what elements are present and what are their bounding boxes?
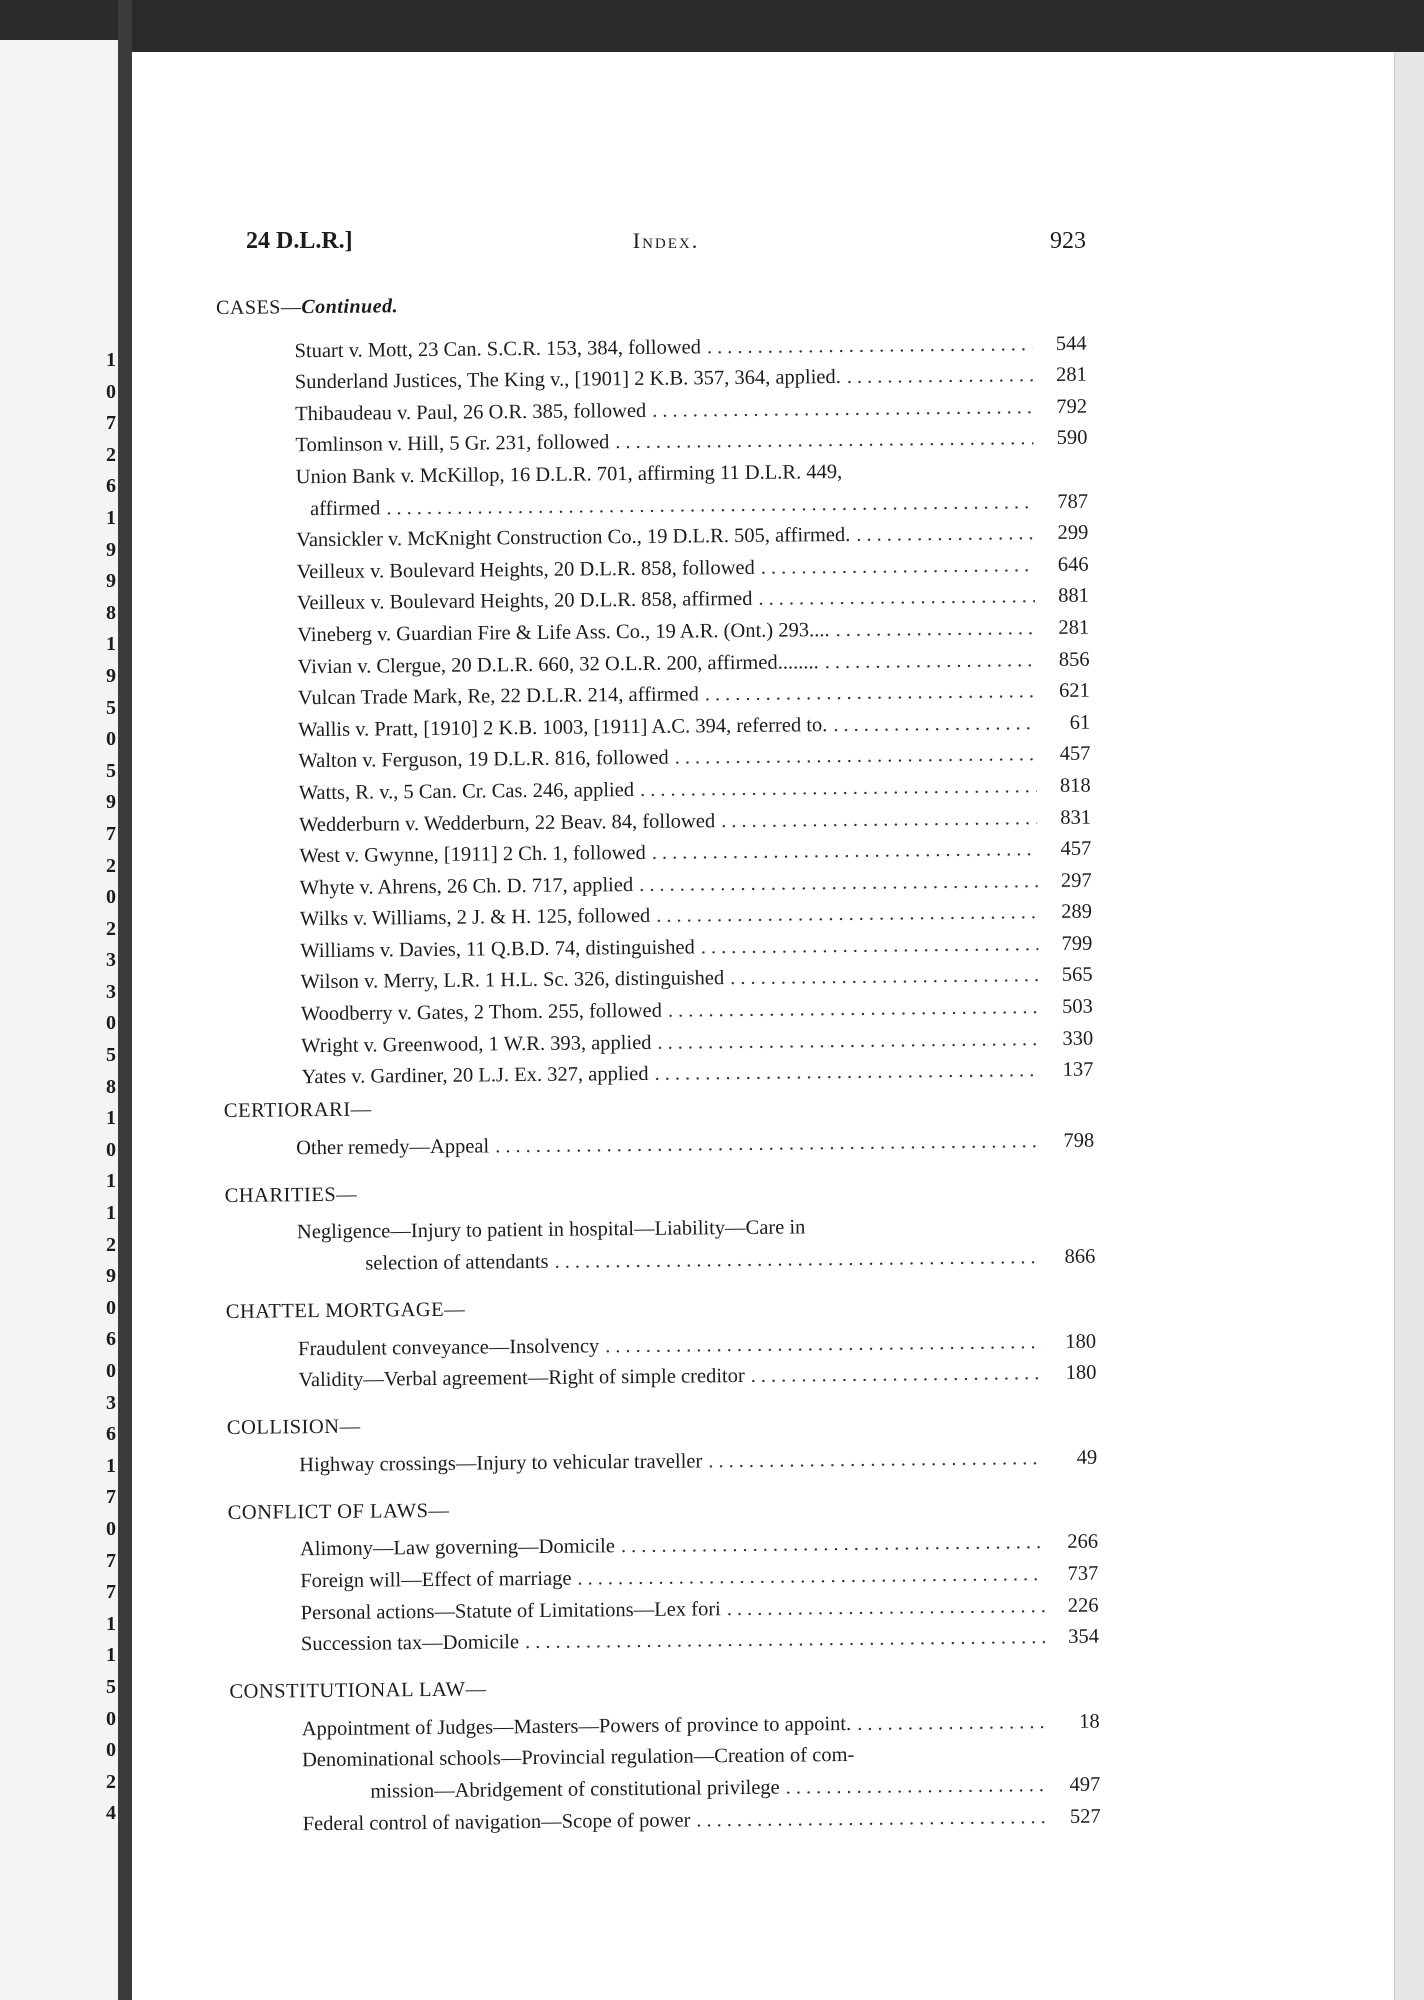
facing-page-digit: 0: [106, 886, 116, 909]
leader-dots: [525, 1625, 1045, 1654]
facing-page-digit: 0: [106, 1517, 116, 1540]
facing-page-digit: 2: [106, 854, 116, 877]
facing-page-digit: 5: [106, 759, 116, 782]
continued-word: Continued.: [301, 295, 399, 319]
facing-page-digit: 9: [106, 570, 116, 593]
facing-page-digit: 8: [106, 1075, 116, 1098]
leader-dots: [761, 553, 1035, 580]
facing-page-digit: 2: [106, 1770, 116, 1793]
entry-page-number: 330: [1062, 1027, 1094, 1050]
facing-page-digit: 1: [106, 1170, 116, 1193]
leader-dots: [751, 1361, 1043, 1388]
entry-text: Vulcan Trade Mark, Re, 22 D.L.R. 214, affirmed: [297, 683, 699, 710]
facing-page-digit: 7: [106, 822, 116, 845]
continued-label: CASES—: [216, 296, 302, 319]
facing-page-digit: 4: [106, 1802, 116, 1825]
entry-page-number: 61: [1069, 711, 1091, 734]
entry-page-number: 497: [1069, 1773, 1101, 1796]
facing-page-digit: 1: [106, 1644, 116, 1667]
entry-text: Thibaudeau v. Paul, 26 O.R. 385, followed: [295, 399, 647, 426]
facing-page-digit: 1: [106, 1454, 116, 1477]
facing-page: [0, 40, 118, 2000]
facing-page-digit: 1: [106, 1202, 116, 1225]
facing-page-digit: 6: [106, 1423, 116, 1446]
entry-page-number: 792: [1056, 395, 1088, 418]
facing-page-digit: 6: [106, 1328, 116, 1351]
entry-text: Whyte v. Ahrens, 26 Ch. D. 717, applied: [299, 873, 634, 899]
entry-text: Personal actions—Statute of Limitations—Lex fori: [300, 1597, 721, 1624]
facing-page-digit: 5: [106, 1675, 116, 1698]
leader-dots: [577, 1562, 1044, 1590]
entry-page-number: 565: [1061, 964, 1093, 987]
leader-dots: [654, 1058, 1039, 1086]
entry-text: Veilleux v. Boulevard Heights, 20 D.L.R. 858, followed: [296, 556, 755, 583]
facing-page-digit: 0: [106, 1296, 116, 1319]
entry-page-number: 180: [1065, 1330, 1097, 1353]
leader-dots: [554, 1245, 1041, 1274]
facing-page-margin-numbers: [86, 345, 116, 1830]
entry-page-number: 281: [1058, 616, 1090, 639]
entry-page-number: 527: [1069, 1805, 1101, 1828]
entry-page-number: 18: [1079, 1710, 1100, 1733]
leader-dots: [656, 900, 1038, 928]
running-header: [246, 228, 1086, 262]
entry-page-number: 226: [1067, 1594, 1099, 1617]
entry-text: Fraudulent conveyance—Insolvency: [298, 1334, 600, 1360]
facing-page-digit: 0: [106, 728, 116, 751]
entry-text: selection of attendants: [365, 1250, 549, 1275]
entry-text: Wallis v. Pratt, [1910] 2 K.B. 1003, [1911] A.C. 394, referred to.: [298, 713, 828, 741]
entry-page-number: 281: [1055, 363, 1087, 387]
entry-page-number: 180: [1065, 1361, 1097, 1385]
facing-page-digit: 1: [106, 1612, 116, 1635]
entry-text: Wright v. Greenwood, 1 W.R. 393, applied: [301, 1031, 652, 1057]
facing-page-digit: 9: [106, 538, 116, 561]
entry-text: Williams v. Davies, 11 Q.B.D. 74, distinguished: [300, 936, 695, 963]
facing-page-digit: 0: [106, 1707, 116, 1730]
facing-page-digit: 5: [106, 696, 116, 719]
facing-page-digit: 6: [106, 475, 116, 498]
facing-page-digit: 3: [106, 980, 116, 1003]
entry-text: West v. Gwynne, [1911] 2 Ch. 1, followed: [299, 841, 646, 868]
facing-page-digit: 1: [106, 349, 116, 371]
facing-page-digit: 3: [106, 1391, 116, 1414]
facing-page-digit: 0: [106, 1739, 116, 1762]
entry-text: Federal control of navigation—Scope of power: [302, 1809, 691, 1835]
entry-page-number: 354: [1068, 1625, 1100, 1649]
entry-page-number: 621: [1058, 679, 1090, 703]
index-sections: [224, 1082, 1101, 1837]
entry-page-number: 297: [1060, 869, 1092, 892]
index-entry-line: Denominational schools—Provincial regulation—Creation of com-: [301, 1744, 855, 1772]
entry-page-number: 798: [1063, 1129, 1095, 1152]
facing-page-digit: 0: [106, 1012, 116, 1035]
leader-dots: [758, 584, 1035, 611]
entry-text: Alimony—Law governing—Domicile: [299, 1535, 615, 1561]
facing-page-digit: 2: [106, 917, 116, 940]
entry-text: Walton v. Ferguson, 19 D.L.R. 816, followed: [298, 746, 669, 773]
entry-text: Wilson v. Merry, L.R. 1 H.L. Sc. 326, distinguished: [300, 967, 725, 994]
facing-page-digit: 9: [106, 664, 116, 687]
facing-page-digit: 1: [106, 633, 116, 656]
facing-page-digit: 9: [106, 791, 116, 814]
index-entry-line: Negligence—Injury to patient in hospital—Liability—Care in: [296, 1216, 806, 1244]
entry-page-number: 646: [1057, 553, 1089, 576]
entry-page-number: 544: [1055, 332, 1087, 355]
section-heading: CONFLICT OF LAWS—: [227, 1499, 450, 1524]
leader-dots: [701, 932, 1039, 959]
leader-dots: [605, 1330, 1042, 1358]
leader-dots: [675, 742, 1037, 769]
facing-page-digit: 8: [106, 601, 116, 624]
volume-label: 24 D.L.R.]: [246, 228, 353, 254]
leader-dots: [668, 995, 1039, 1023]
entry-page-number: 266: [1067, 1530, 1099, 1554]
entry-text: Other remedy—Appeal: [296, 1135, 490, 1160]
entry-text: mission—Abridgement of constitutional privilege: [370, 1776, 780, 1803]
leader-dots: [652, 837, 1038, 865]
facing-page-digit: 0: [106, 1360, 116, 1382]
entry-page-number: 289: [1061, 900, 1093, 924]
facing-page-digit: 7: [106, 412, 116, 435]
entry-page-number: 590: [1056, 427, 1088, 450]
leader-dots: [835, 616, 1035, 642]
entry-page-number: 457: [1059, 742, 1091, 766]
leader-dots: [825, 648, 1036, 674]
entry-page-number: 866: [1064, 1245, 1096, 1268]
entry-page-number: 881: [1058, 584, 1090, 608]
section-heading: CHATTEL MORTGAGE—: [225, 1298, 466, 1323]
entry-text: Succession tax—Domicile: [300, 1631, 520, 1656]
facing-page-digit: 7: [106, 1581, 116, 1604]
entry-text: Wilks v. Williams, 2 J. & H. 125, followed: [299, 905, 651, 931]
entry-text: Yates v. Gardiner, 20 L.J. Ex. 327, applied: [301, 1063, 649, 1089]
facing-page-digit: 1: [106, 1107, 116, 1130]
entry-text: Wedderburn v. Wedderburn, 22 Beav. 84, followed: [298, 809, 716, 836]
facing-page-digit: 2: [106, 1233, 116, 1256]
book-gutter: [118, 0, 132, 2000]
entry-text: Appointment of Judges—Masters—Powers of province to appoint.: [301, 1712, 852, 1741]
entry-text: Sunderland Justices, The King v., [1901] 2 K.B. 357, 364, applied.: [294, 366, 841, 394]
section-heading: CONSTITUTIONAL LAW—: [229, 1678, 487, 1704]
index-entry-line: Union Bank v. McKillop, 16 D.L.R. 701, affirming 11 D.L.R. 449,: [295, 460, 843, 489]
leader-dots: [721, 806, 1037, 833]
entry-page-number: 137: [1062, 1058, 1094, 1082]
leader-dots: [705, 679, 1036, 706]
leader-dots: [621, 1531, 1044, 1559]
leader-dots: [856, 521, 1034, 547]
entry-page-number: 737: [1067, 1562, 1099, 1585]
entry-text: Vansickler v. McKnight Construction Co., 19 D.L.R. 505, affirmed.: [296, 524, 851, 552]
leader-dots: [847, 363, 1033, 389]
facing-page-digit: 9: [106, 1265, 116, 1288]
entry-text: Watts, R. v., 5 Can. Cr. Cas. 246, applied: [298, 778, 635, 805]
section-heading: COLLISION—: [226, 1415, 361, 1440]
entry-page-number: 457: [1060, 837, 1092, 861]
facing-page-digit: 5: [106, 1044, 116, 1067]
facing-page-digit: 0: [106, 1138, 116, 1161]
page-edge: [1394, 52, 1424, 2000]
leader-dots: [707, 332, 1033, 359]
page-number: 923: [1050, 228, 1086, 254]
section-heading: CHARITIES—: [224, 1183, 358, 1207]
leader-dots: [786, 1773, 1047, 1800]
leader-dots: [696, 1805, 1047, 1832]
leader-dots: [639, 869, 1038, 897]
leader-dots: [615, 427, 1033, 455]
leader-dots: [640, 774, 1037, 802]
entry-text: Tomlinson v. Hill, 5 Gr. 231, followed: [295, 431, 610, 457]
section-heading: CERTIORARI—: [223, 1098, 372, 1123]
leader-dots: [833, 711, 1036, 737]
entry-text: Woodberry v. Gates, 2 Thom. 255, followed: [300, 999, 663, 1026]
entry-text: Veilleux v. Boulevard Heights, 20 D.L.R. 858, affirmed: [296, 588, 753, 615]
leader-dots: [730, 964, 1039, 991]
cases-list: [216, 324, 1093, 1091]
entry-page-number: 831: [1060, 806, 1092, 829]
entry-text: Highway crossings—Injury to vehicular traveller: [299, 1450, 703, 1477]
leader-dots: [657, 1027, 1039, 1055]
entry-page-number: 299: [1057, 521, 1089, 545]
entry-text: Foreign will—Effect of marriage: [300, 1567, 572, 1593]
entry-text: affirmed: [309, 496, 381, 520]
leader-dots: [727, 1594, 1045, 1621]
leader-dots: [708, 1446, 1043, 1473]
entry-page-number: 787: [1057, 490, 1089, 513]
entry-page-number: 49: [1076, 1446, 1098, 1469]
entry-text: Stuart v. Mott, 23 Can. S.C.R. 153, 384, followed: [294, 335, 702, 362]
entry-text: Vineberg v. Guardian Fire & Life Ass. Co., 19 A.R. (Ont.) 293....: [297, 619, 830, 647]
entry-text: Vivian v. Clergue, 20 D.L.R. 660, 32 O.L.R. 200, affirmed........: [297, 650, 819, 678]
leader-dots: [652, 395, 1033, 423]
entry-page-number: 503: [1062, 995, 1093, 1018]
entry-page-number: 856: [1058, 648, 1090, 671]
index-content: [216, 287, 1101, 1837]
entry-page-number: 818: [1059, 774, 1091, 797]
facing-page-digit: 1: [106, 506, 116, 529]
leader-dots: [857, 1710, 1046, 1736]
page-title: Index.: [632, 228, 700, 253]
facing-page-digit: 7: [106, 1486, 116, 1509]
facing-page-digit: 7: [106, 1549, 116, 1572]
facing-page-digit: 3: [106, 949, 116, 972]
entry-page-number: 799: [1061, 932, 1093, 955]
facing-page-digit: 0: [106, 380, 116, 403]
facing-page-digit: 2: [106, 443, 116, 466]
entry-text: Validity—Verbal agreement—Right of simple creditor: [298, 1365, 745, 1392]
